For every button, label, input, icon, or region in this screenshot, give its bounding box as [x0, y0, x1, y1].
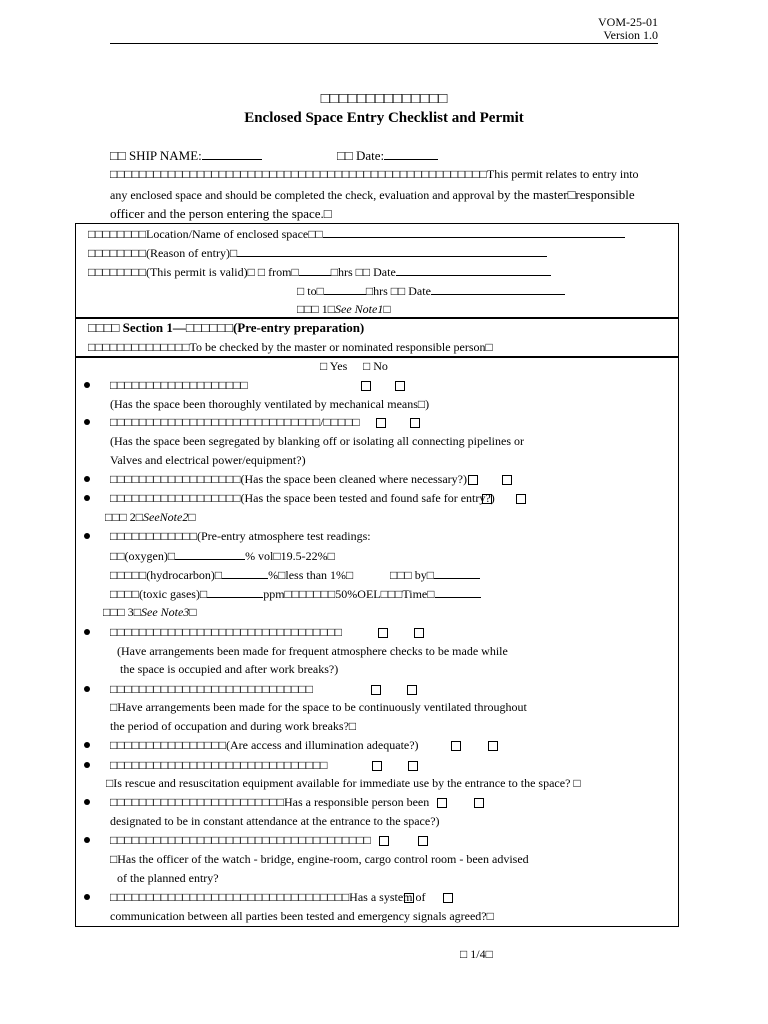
- item6-yes-checkbox[interactable]: [378, 628, 388, 638]
- toxic-field[interactable]: [207, 586, 263, 598]
- note1-prefix: □□□ 1□: [297, 302, 335, 316]
- item2-yes-checkbox[interactable]: [376, 418, 386, 428]
- reason-field[interactable]: [237, 245, 547, 257]
- bullet-icon: [84, 419, 90, 425]
- item9-yes-checkbox[interactable]: [372, 761, 382, 771]
- bullet-icon: [84, 762, 90, 768]
- bullet-icon: [84, 476, 90, 482]
- intro-line-2-responsible: □responsible: [567, 187, 635, 202]
- bullet-icon: [84, 686, 90, 692]
- intro-line-2-master: by the master: [497, 187, 568, 202]
- valid-to-date-label: □hrs □□ Date: [365, 284, 431, 298]
- note1-suffix: □: [383, 302, 391, 316]
- item3-text: □□□□□□□□□□□□□□□□□□(Has the space been cleaned where necessary?): [110, 472, 467, 486]
- valid-from-label: □□□□□□□□(This permit is valid)□ □ from□: [88, 265, 299, 279]
- note3-text: See Note3: [141, 605, 190, 619]
- item2-en-line2: Valves and electrical power/equipment?): [110, 453, 306, 467]
- oxygen-field[interactable]: [175, 548, 245, 560]
- item10-en: designated to be in constant attendance at the entrance to the space?): [110, 814, 440, 828]
- title-english: Enclosed Space Entry Checklist and Permit: [244, 110, 524, 126]
- page-number: □ 1/4□: [460, 947, 493, 961]
- item2-cn: □□□□□□□□□□□□□□□□□□□□□□□□□□□□□/□□□□□: [110, 415, 360, 429]
- item11-en-line1: □Has the officer of the watch - bridge, engine-room, cargo control room - been advised: [110, 852, 529, 866]
- intro-line-3: officer and the person entering the space.□: [110, 206, 332, 221]
- item6-no-checkbox[interactable]: [414, 628, 424, 638]
- item11-en-line2: of the planned entry?: [117, 871, 219, 885]
- toxic-row: [110, 586, 481, 602]
- section1-subtitle: □□□□□□□□□□□□□□To be checked by the master or nominated responsible person□: [88, 340, 493, 354]
- bullet-icon: [84, 495, 90, 501]
- toxic-unit: ppm□□□□□□□50%OEL□□□Time□: [263, 587, 435, 601]
- intro-cn-text: □□□□□□□□□□□□□□□□□□□□□□□□□□□□□□□□□□□□□□□□□□□□□□□□□□□□: [110, 167, 487, 181]
- valid-from-hrs-field[interactable]: [299, 264, 331, 276]
- item8-yes-checkbox[interactable]: [451, 741, 461, 751]
- bullet-icon: [84, 742, 90, 748]
- item7-yes-checkbox[interactable]: [371, 685, 381, 695]
- item7-en-line1: □Have arrangements been made for the space to be continuously ventilated throughout: [110, 700, 527, 714]
- hydrocarbon-label: □□□□□(hydrocarbon)□: [110, 568, 223, 582]
- item12-cn: □□□□□□□□□□□□□□□□□□□□□□□□□□□□□□□□□Has a system of: [110, 890, 426, 904]
- note3-suffix: □: [189, 605, 197, 619]
- bullet-icon: [84, 629, 90, 635]
- document-number: VOM-25-01: [598, 15, 658, 29]
- bullet-icon: [84, 837, 90, 843]
- item4-no-checkbox[interactable]: [516, 494, 526, 504]
- title-chinese: □□□□□□□□□□□□□□: [320, 91, 448, 107]
- location-label: □□□□□□□□Location/Name of enclosed space□□: [88, 227, 323, 241]
- valid-to-date-field[interactable]: [431, 283, 565, 295]
- document-version: Version 1.0: [603, 28, 658, 42]
- valid-to-label: □ to□: [297, 284, 324, 298]
- item12-yes-checkbox[interactable]: [404, 893, 414, 903]
- yes-column-header: □ Yes: [320, 359, 348, 373]
- bullet-icon: [84, 799, 90, 805]
- date-row: [337, 148, 438, 164]
- item11-no-checkbox[interactable]: [418, 836, 428, 846]
- valid-row: [88, 264, 551, 280]
- no-column-header: □ No: [363, 359, 388, 373]
- item10-no-checkbox[interactable]: [474, 798, 484, 808]
- item4-text: □□□□□□□□□□□□□□□□□□(Has the space been tested and found safe for entry?): [110, 491, 495, 505]
- note1-text: See Note1: [335, 302, 384, 316]
- item1-en: (Has the space been thoroughly ventilated by mechanical means□): [110, 397, 430, 411]
- item6-en-line1: (Have arrangements been made for frequent atmosphere checks to be made while: [117, 644, 508, 658]
- bullet-icon: [84, 382, 90, 388]
- intro-line-2: [110, 187, 635, 203]
- note3-prefix: □□□ 3□: [103, 605, 141, 619]
- item6-cn: □□□□□□□□□□□□□□□□□□□□□□□□□□□□□□□□: [110, 625, 342, 639]
- date-field[interactable]: [384, 148, 438, 160]
- ship-name-label: □□ SHIP NAME:: [110, 148, 202, 163]
- bullet-icon: [84, 533, 90, 539]
- item12-en: communication between all parties been tested and emergency signals agreed?□: [110, 909, 494, 923]
- item1-cn: □□□□□□□□□□□□□□□□□□□: [110, 378, 248, 392]
- item7-en-line2: the period of occupation and during work breaks?□: [110, 719, 357, 733]
- tested-by-field[interactable]: [434, 567, 480, 579]
- date-label: □□ Date:: [337, 148, 385, 163]
- note2-prefix: □□□ 2□: [105, 510, 143, 524]
- item10-yes-checkbox[interactable]: [437, 798, 447, 808]
- note1-row: [297, 302, 391, 317]
- oxygen-unit: % vol□19.5-22%□: [245, 549, 335, 563]
- item11-cn: □□□□□□□□□□□□□□□□□□□□□□□□□□□□□□□□□□□□: [110, 833, 371, 847]
- note2-text: SeeNote2: [143, 510, 189, 524]
- tested-by-row: [390, 567, 480, 583]
- intro-line-1: [110, 167, 639, 182]
- item12-no-checkbox[interactable]: [443, 893, 453, 903]
- note2-row: [105, 510, 196, 525]
- reason-row: [88, 245, 547, 261]
- ship-name-field[interactable]: [202, 148, 262, 160]
- item9-cn: □□□□□□□□□□□□□□□□□□□□□□□□□□□□□□: [110, 758, 328, 772]
- valid-to-hrs-field[interactable]: [324, 283, 366, 295]
- item9-en: □Is rescue and resuscitation equipment available for immediate use by the entrance to the space? □: [106, 776, 581, 790]
- section1-title: □□□□ Section 1—□□□□□□(Pre-entry preparation): [88, 320, 365, 335]
- header-divider: [110, 43, 658, 44]
- hydrocarbon-unit: %□less than 1%□: [268, 568, 354, 582]
- reason-label: □□□□□□□□(Reason of entry)□: [88, 246, 238, 260]
- ship-name-row: [110, 148, 262, 164]
- note3-row: [103, 605, 197, 620]
- item7-no-checkbox[interactable]: [407, 685, 417, 695]
- item2-no-checkbox[interactable]: [410, 418, 420, 428]
- item4-yes-checkbox[interactable]: [482, 494, 492, 504]
- item9-no-checkbox[interactable]: [408, 761, 418, 771]
- tested-by-label: □□□ by□: [390, 568, 434, 582]
- valid-from-date-field[interactable]: [396, 264, 551, 276]
- intro-en-text: This permit relates to entry into: [486, 167, 639, 181]
- item7-cn: □□□□□□□□□□□□□□□□□□□□□□□□□□□□: [110, 682, 313, 696]
- item1-yes-checkbox[interactable]: [361, 381, 371, 391]
- item10-cn: □□□□□□□□□□□□□□□□□□□□□□□□Has a responsible person been: [110, 795, 430, 809]
- item5-text: □□□□□□□□□□□□(Pre-entry atmosphere test readings:: [110, 529, 371, 543]
- oxygen-label: □□(oxygen)□: [110, 549, 176, 563]
- valid-from-date-label: □hrs □□ Date: [330, 265, 396, 279]
- valid-to-row: [297, 283, 565, 299]
- oxygen-row: [110, 548, 335, 564]
- item1-no-checkbox[interactable]: [395, 381, 405, 391]
- item8-text: □□□□□□□□□□□□□□□□(Are access and illumination adequate?): [110, 738, 419, 752]
- bullet-icon: [84, 894, 90, 900]
- item2-en-line1: (Has the space been segregated by blanking off or isolating all connecting pipelines or: [110, 434, 524, 448]
- location-row: [88, 226, 625, 242]
- time-field[interactable]: [435, 586, 481, 598]
- hydrocarbon-field[interactable]: [222, 567, 268, 579]
- item11-yes-checkbox[interactable]: [379, 836, 389, 846]
- item8-no-checkbox[interactable]: [488, 741, 498, 751]
- note2-suffix: □: [188, 510, 196, 524]
- hydrocarbon-row: [110, 567, 353, 583]
- toxic-label: □□□□(toxic gases)□: [110, 587, 208, 601]
- item3-yes-checkbox[interactable]: [468, 475, 478, 485]
- item3-no-checkbox[interactable]: [502, 475, 512, 485]
- item6-en-line2: the space is occupied and after work breaks?): [120, 662, 339, 676]
- location-field[interactable]: [323, 226, 625, 238]
- intro-line-2-text: any enclosed space and should be completed the check, evaluation and approval: [110, 188, 498, 202]
